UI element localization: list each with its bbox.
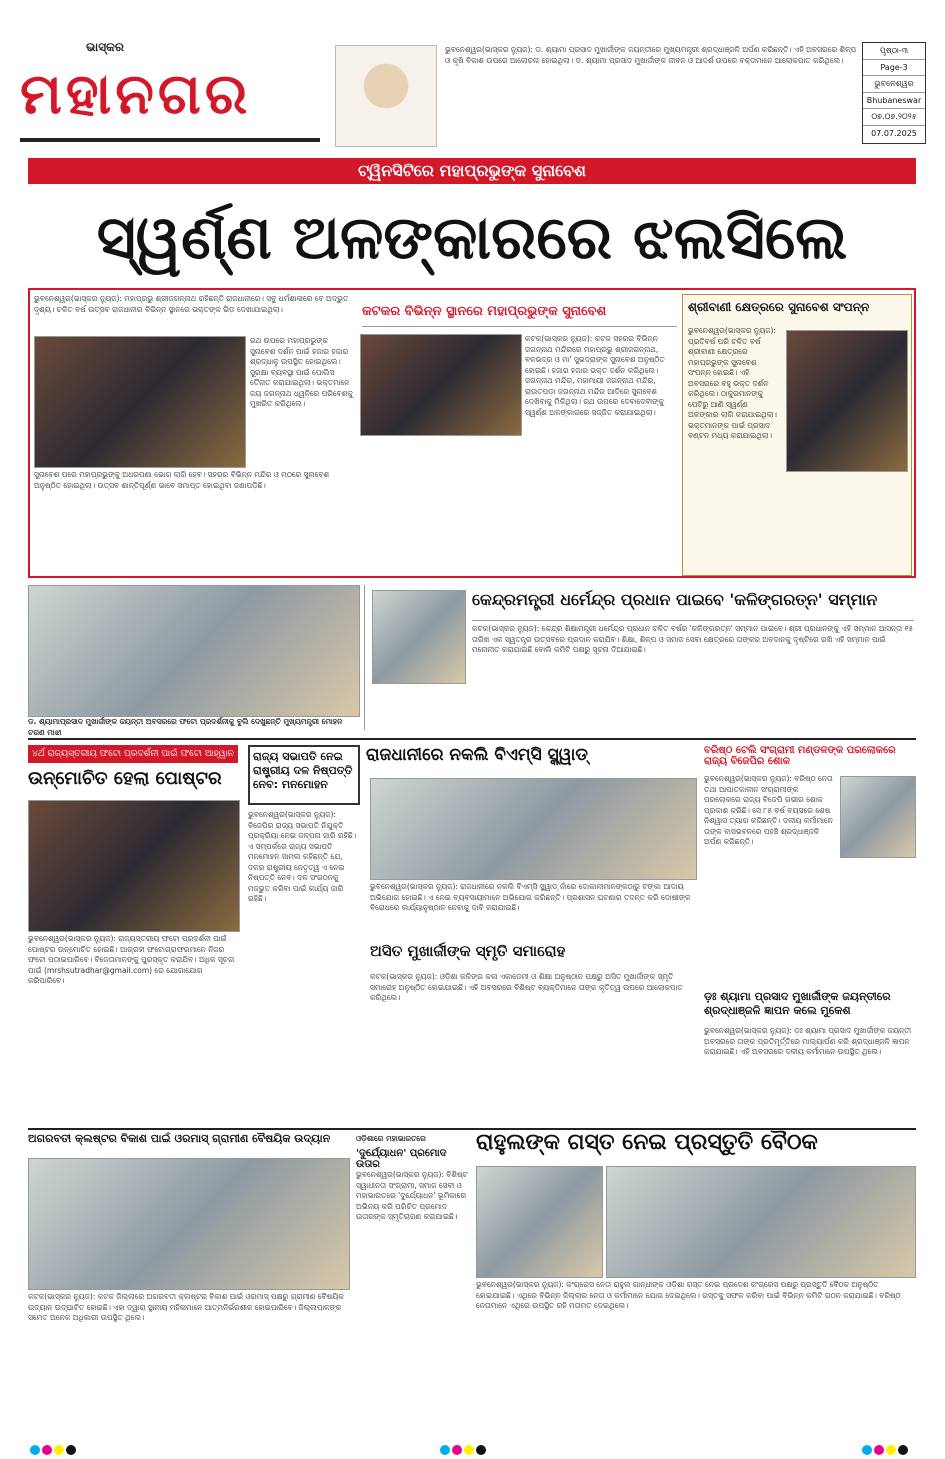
rahul-story-text: ଭୁବନେଶ୍ୱର(ଭାସ୍କର ନ୍ୟୁଜ): କଂଗ୍ରେସ ନେତା ରାହୁଲ ଗାନ୍ଧୀଙ୍କ ଓଡ଼ିଶା ଗସ୍ତ ନେଇ ପ୍ରଦେଶ କଂଗ୍ରେସ ପକ୍ଷରୁ ପ୍ରସ୍ତୁତି ବୈଠକ ଅନୁଷ୍ଠିତ ହୋଇଯାଇଛି। ଏଥିରେ ବିଭିନ୍ନ ଜିଲ୍ଲାର ନେତା ଓ କର୍ମୀମାନେ ଯୋଗ ଦେଇଥିଲେ। ଗସ୍ତକୁ ସଫଳ କରିବା ପାଇଁ ବିଭିନ୍ନ କମିଟି ଗଠନ କରାଯାଇଛି। ବରିଷ୍ଠ ନେତାମାନେ ଏଥିରେ ଉପସ୍ଥିତ ରହି ମତାମତ ଦେଇଥିଲେ। [476,1280,901,1310]
mohan-title-box [248,745,360,805]
bmc-group-photo [370,778,697,880]
poster-story-title: ଉନ୍ମୋଚିତ ହେଲା ପୋଷ୍ଟର [28,768,222,789]
city-label: ଭୁବନେଶ୍ୱର [863,76,925,93]
mukesh-story-text: ଭୁବନେଶ୍ୱର(ଭାସ୍କର ନ୍ୟୁଜ): ଡ଼ଃ ଶ୍ୟାମା ପ୍ରସାଦ ମୁଖାର୍ଜୀଙ୍କ ଜୟନ୍ତୀ ଅବସରରେ ତାଙ୍କ ପ୍ରତିମୂର୍ତ୍ତିରେ ମାଲ୍ୟାର୍ପଣ କରି ଶ୍ରଦ୍ଧାଞ୍ଜଳି ଜ୍ଞାପନ କରାଯାଇଛି। ଏହି ଅବସରରେ ଦଳୀୟ କର୍ମୀମାନେ ଉପସ୍ଥିତ ଥିଲେ। [704,1026,912,1056]
pradhan-portrait [372,590,466,684]
sribani-deity-photo [786,330,908,472]
lead-text-2: ରଥ ଉପରେ ମହାପ୍ରଭୁଙ୍କ ସୁନାବେଶ ଦର୍ଶନ ପାଇଁ ହଜାର ହଜାର ଶ୍ରଦ୍ଧାଳୁ ଉପସ୍ଥିତ ହୋଇଥିଲେ। ସୁରକ୍ଷା ବ୍ୟବସ୍ଥା ପାଇଁ ପୋଲିସ ତୈନାତ କରାଯାଇଥିଲା। ଭକ୍ତମାନେ ଜୟ ଜଗନ୍ନାଥ ଧ୍ୱନିରେ ପରିବେଶକୁ ମୁଖରିତ କରିଥିଲେ। [250,336,353,408]
brand-name: ଭାସ୍କର [86,40,124,54]
bmc-story-text: ଭୁବନେଶ୍ୱର(ଭାସ୍କର ନ୍ୟୁଜ): ରାଜଧାନୀରେ ନକଲି ବିଏମ୍‌ସି ସ୍କ୍ୱାଡ୍ ନାଁରେ ଦୋକାନୀମାନଙ୍କଠାରୁ ଟଙ୍କା ଆଦାୟ ଅଭିଯୋଗ ହୋଇଛି। ଏ ନେଇ ବ୍ୟବସାୟୀମାନେ ଅଭିଯୋଗ କରିଛନ୍ତି। ପ୍ରଶାସନ ଘଟଣାର ତଦନ୍ତ କରି ଦୋଷୀଙ୍କ ବିରୋଧରେ କାର୍ଯ୍ୟାନୁଷ୍ଠାନ ନେବାକୁ ଦାବି କରାଯାଇଛି। [370,882,691,912]
section-divider [28,738,916,740]
asit-story-title: ଅସିତ ମୁଖାର୍ଜୀଙ୍କ ସ୍ମୃତି ସମାରୋହ [370,942,566,960]
date-label-en: 07.07.2025 [871,129,917,138]
agarbatti-story-text: କଟକ(ଭାସ୍କର ନ୍ୟୁଜ): କଟକ ଜିଲ୍ଲାରେ ଅଗରବତୀ କ୍ଲଷ୍ଟର ବିକାଶ ପାଇଁ ଓରମାସ୍ ପକ୍ଷରୁ ଗ୍ରାମୀଣ ବୈଷୟିକ ଉଦ୍ୟାନ ଉଦ୍‌ଘାଟିତ ହୋଇଛି। ଏହା ଦ୍ୱାରା ସ୍ଥାନୀୟ ମହିଳାମାନେ ଆତ୍ମନିର୍ଭରଶୀଳ ହୋଇପାରିବେ। ଜିଲ୍ଲାପାଳଙ୍କ ସମେତ ଅନେକ ଅଧିକାରୀ ଉପସ୍ଥିତ ଥିଲେ। [28,1292,344,1322]
date-label: ୦୭.୦୭.୨୦୨୫ [863,109,925,126]
sribani-story-text: ଭୁବନେଶ୍ୱର(ଭାସ୍କର ନ୍ୟୁଜ): ପ୍ରତିବର୍ଷ ପରି ଚଳିତ ବର୍ଷ ଶ୍ରୀବାଣୀ କ୍ଷେତ୍ରରେ ମହାପ୍ରଭୁଙ୍କ ସୁନାବେଶ ସଂପନ୍ନ ହୋଇଛି। ଏହି ଅବସରରେ ବହୁ ଭକ୍ତ ଦର୍ଶନ କରିଥିଲେ। ଠାକୁରମାନଙ୍କୁ ପେଟିରୁ ଆଣି ସ୍ୱର୍ଣ୍ଣ ଅଳଙ୍କାର ଲାଗି କରାଯାଇଥିଲା। ଭକ୍ତମାନଙ୍କ ପାଇଁ ପ୍ରସାଦ ବଣ୍ଟନ ମଧ୍ୟ କରାଯାଇଥିଲା। [688,326,777,440]
registration-marks-left [30,1440,78,1459]
cuttack-story-title: କଟକର ବିଭିନ୍ନ ସ୍ଥାନରେ ମହାପ୍ରଭୁଙ୍କ ସୁନାବେଶ [362,304,677,327]
story-banner: ଟ୍ୱିନସିଟିରେ ମହାପ୍ରଭୁଙ୍କ ସୁନାବେଶ [28,158,916,184]
city-label-en: Bhubaneswar [863,93,925,109]
page-label-en: Page-3 [863,60,925,76]
registration-marks-center [440,1440,488,1459]
obit-story-title: ବରିଷ୍ଠ ଟେଲି ସଂଗ୍ରାମୀ ମଣ୍ଡଳଙ୍କ ପରଲୋକରେ ରାଜ୍ୟ ବିଜେପିର ଶୋକ [704,745,896,767]
page-info-box [862,42,926,144]
lead-text-3: ସୁନାବେଶ ପରେ ମହାପ୍ରଭୁଙ୍କୁ ଅଧରପଣା ଭୋଗ ଲାଗି ହେବ। ସହରର ବିଭିନ୍ନ ମନ୍ଦିର ଓ ମଠରେ ସୁନାବେଶ ଅନୁଷ୍ଠିତ ହୋଇଥିଲା। ଉତ୍ସବ ଶାନ୍ତିପୂର୍ଣ୍ଣ ଭାବେ ସମାପ୍ତ ହୋଇଥିବା ଜଣାପଡ଼ିଛି। [34,470,330,490]
rahul-story-title: ରାହୁଲଙ୍କ ଗସ୍ତ ନେଇ ପ୍ରସ୍ତୁତି ବୈଠକ [476,1130,818,1155]
sribani-story-title: ଶ୍ରୀବାଣୀ କ୍ଷେତ୍ରରେ ସୁନାବେଶ ସଂପନ୍ନ [688,300,870,314]
exhibition-caption: ଡ. ଶ୍ୟାମାପ୍ରସାଦ ମୁଖାର୍ଜୀଙ୍କ ଜୟନ୍ତୀ ଅବସରରେ ଫଟୋ ପ୍ରଦର୍ଶନୀକୁ ବୁଲି ଦେଖୁଛନ୍ତି ମୁଖ୍ୟମନ୍ତ୍ରୀ ମୋହନ ଚରଣ ମାଝୀ [28,717,343,737]
durga-kicker: ଓଡ଼ିଶାରେ ମହାଭାରତରେ [356,1134,426,1143]
mohan-story-text: ଭୁବନେଶ୍ୱର(ଭାସ୍କର ନ୍ୟୁଜ): ବିଜେପିର ରାଜ୍ୟ ସଭାପତି ନିଯୁକ୍ତି ପ୍ରକ୍ରିୟା ନେଇ ଜଳ୍ପନା ଜାରି ରହିଛି। ଏ ସମ୍ପର୍କରେ ରାଜ୍ୟ ସଭାପତି ମନମୋହନ ସାମଲ କହିଛନ୍ତି ଯେ, ଦଳର ରାଷ୍ଟ୍ରୀୟ ନେତୃତ୍ୱ ଏ ନେଇ ନିଷ୍ପତ୍ତି ନେବ। ଦଳ ସଂଗଠନକୁ ମଜଭୁତ କରିବା ପାଇଁ କାର୍ଯ୍ୟ ଜାରି ରହିଛି। [248,810,357,903]
obit-portrait [840,776,916,858]
mukesh-story-title: ଡ଼ଃ ଶ୍ୟାମା ପ୍ରସାଦ ମୁଖାର୍ଜୀଙ୍କ ଜୟନ୍ତୀରେ ଶ୍ରଦ୍ଧାଞ୍ଜଳି ଜ୍ଞାପନ କଲେ ମୁକେଶ [704,990,891,1017]
durga-story-text: ଭୁବନେଶ୍ୱର(ଭାସ୍କର ନ୍ୟୁଜ): ବିଶିଷ୍ଟ ସ୍ୱାଧୀନତା ସଂଗ୍ରାମୀ, ସମାଜ ସେବୀ ଓ ମହାଭାରତରେ 'ଦୁର୍ଯ୍ୟୋଧନ' ଭୂମିକାରେ ଅଭିନୟ କରି ପରିଚିତ ପ୍ରମୋଦ ଉତାରଙ୍କ ସ୍ମୃତିଚାରଣ କରାଯାଇଛି। [356,1170,468,1221]
section-title: ମହାନଗର [20,62,252,127]
mohan-story-title: ରାଜ୍ୟ ସଭାପତି ନେଇ ରାଷ୍ଟ୍ରୀୟ ଦଳ ନିଷ୍ପତ୍ତି ନେବ: ମନମୋହନ [253,750,353,791]
poster-photo [28,800,240,932]
deities-photo [360,334,522,436]
agarbatti-story-title: ଅଗରବତୀ କ୍ଲଷ୍ଟର ବିକାଶ ପାଇଁ ଓରମାସ୍ ଗ୍ରାମୀଣ ବୈଷୟିକ ଉଦ୍ୟାନ [28,1132,331,1145]
bmc-story-title: ରାଜଧାନୀରେ ନକଲି ବିଏମ୍‌ସି ସ୍କ୍ୱାଡ୍ [366,745,589,765]
portrait-photo [335,45,437,147]
durga-story-title: 'ଦୁର୍ଯ୍ୟୋଧନ' ପ୍ରମୋଦ ଉତାର [356,1148,447,1170]
column-rule [364,585,365,730]
asit-story-text: କଟକ(ଭାସ୍କର ନ୍ୟୁଜ): ଓଡ଼ିଶା କଳିଙ୍ଗ କଳା ଏକାଡେମୀ ଓ ଶିକ୍ଷା ଅନୁଷ୍ଠାନ ପକ୍ଷରୁ ଅସିତ ମୁଖାର୍ଜୀଙ୍କ ସ୍ମୃତି ସମାରୋହ ଅନୁଷ୍ଠିତ ହୋଇଯାଇଛି। ଏହି ଅବସରରେ ବିଶିଷ୍ଟ ବ୍ୟକ୍ତିମାନେ ତାଙ୍କ କୃତିତ୍ୱ ଉପରେ ଆଲୋକପାତ କରିଥିଲେ। [370,972,683,1002]
main-headline: ସ୍ୱର୍ଣ୍ଣ ଅଳଙ୍କାରରେ ଝଲସିଲେ [96,203,848,273]
rahul-meeting-photo [606,1166,916,1278]
obit-story-text: ଭୁବନେଶ୍ୱର(ଭାସ୍କର ନ୍ୟୁଜ): ବରିଷ୍ଠ ନେତା ତଥା ଆପାତକାଳୀନ ସଂଗ୍ରାମୀଙ୍କ ପରଲୋକରେ ରାଜ୍ୟ ବିଜେପି ଗଭୀର ଶୋକ ପ୍ରକାଶ କରିଛି। ସେ ୮୫ ବର୍ଷ ବୟସରେ ଶେଷ ନିଶ୍ୱାସ ତ୍ୟାଗ କରିଛନ୍ତି। ଦଳୀୟ କର୍ମୀମାନେ ତାଙ୍କ ବାସଭବନରେ ପହଞ୍ଚି ଶ୍ରଦ୍ଧାଞ୍ଜଳି ଅର୍ପଣ କରିଛନ୍ତି। [704,774,833,846]
poster-kicker: ୪ର୍ଥ ରାଜ୍ୟସ୍ତରୀୟ ଫଟୋ ପ୍ରଦର୍ଶନୀ ପାଇଁ ଫଟୋ ଆହ୍ୱାନ [28,745,238,763]
registration-marks-right [862,1440,910,1459]
page-label: ପୃଷ୍ଠା-୩ [863,43,925,60]
agarbatti-photo [28,1158,350,1290]
pradhan-story-title: କେନ୍ଦ୍ରମନ୍ତ୍ରୀ ଧର୍ମେନ୍ଦ୍ର ପ୍ରଧାନ ପାଇବେ 'କଳିଙ୍ଗରତ୍ନ' ସମ୍ମାନ [472,590,914,621]
masthead-rule [20,138,320,142]
cuttack-story-text: କଟକ(ଭାସ୍କର ନ୍ୟୁଜ): କଟକ ସହରର ବିଭିନ୍ନ ଜଗନ୍ନାଥ ମନ୍ଦିରରେ ମହାପ୍ରଭୁ ଶ୍ରୀଜଗନ୍ନାଥ, ବଳଭଦ୍ର ଓ ମା' ସୁଭଦ୍ରାଙ୍କ ସୁନାବେଶ ଅନୁଷ୍ଠିତ ହୋଇଛି। ହଜାର ହଜାର ଭକ୍ତ ଦର୍ଶନ କରିଥିଲେ। ଜଗନ୍ନାଥ ମନ୍ଦିର, ମହାମାୟୀ ଜଗନ୍ନାଥ ମନ୍ଦିର, ରାଉତପଡ଼ା ଜଗନ୍ନାଥ ମନ୍ଦିର ଆଦିରେ ସୁନାବେଶ ଦେଖିବାକୁ ମିଳିଥିଲା। ରଥ ଉପରେ ଦେବାଦେବୀଙ୍କୁ ସ୍ୱର୍ଣ୍ଣ ଅଳଙ୍କାରରେ ସଜ୍ଜିତ କରାଯାଇଥିଲା। [525,334,665,417]
exhibition-photo [28,585,360,717]
rahul-speaker-photo [476,1166,603,1278]
poster-story-text: ଭୁବନେଶ୍ୱର(ଭାସ୍କର ନ୍ୟୁଜ): ରାଜ୍ୟସ୍ତରୀୟ ଫଟୋ ପ୍ରଦର୍ଶନୀ ପାଇଁ ପୋଷ୍ଟର ଉନ୍ମୋଚିତ ହୋଇଛି। ଆଗ୍ରହୀ ଫଟୋଗ୍ରାଫରମାନେ ନିଜର ଫଟୋ ପଠାଇପାରିବେ। ବିଜେତାମାନଙ୍କୁ ପୁରସ୍କୃତ କରାଯିବ। ଅଧିକ ସୂଚନା ପାଇଁ (mrshsutradhar@gmail.com) ରେ ଯୋଗାଯୋଗ କରିପାରିବେ। [28,934,235,985]
chariot-photo [34,336,246,468]
pradhan-story-text: କଟକ(ଭାସ୍କର ନ୍ୟୁଜ): କେନ୍ଦ୍ର ଶିକ୍ଷାମନ୍ତ୍ରୀ ଧର୍ମେନ୍ଦ୍ର ପ୍ରଧାନ ଚଳିତ ବର୍ଷର 'କଳିଙ୍ଗରତ୍ନ' ସମ୍ମାନ ପାଇବେ। ଶ୍ରୀ ପ୍ରଧାନଙ୍କୁ ଏହି ସମ୍ମାନ ଆସନ୍ତା ୧୫ ତାରିଖ ଏକ ସ୍ୱତନ୍ତ୍ର ଉତ୍ସବରେ ପ୍ରଦାନ କରାଯିବ। ଶିକ୍ଷା, ଶିଳ୍ପ ଓ ସମାଜ ସେବା କ୍ଷେତ୍ରରେ ତାଙ୍କର ଅବଦାନକୁ ଦୃଷ୍ଟିରେ ରଖି ଏହି ସମ୍ମାନ ପାଇଁ ମନୋନୀତ କରାଯାଇଛି ବୋଲି କମିଟି ପକ୍ଷରୁ ସୂଚନା ଦିଆଯାଇଛି। [472,624,914,654]
lead-text-1: ଭୁବନେଶ୍ୱର(ଭାସ୍କର ନ୍ୟୁଜ): ମହାପ୍ରଭୁ ଶ୍ରୀଜଗନ୍ନାଥ ରହିଛନ୍ତି ରାଜଧାନୀରେ। ସବୁ ଧର୍ମଶାଳାରେ ବେ ଅଦ୍ଭୁତ ଦୃଶ୍ୟ। ଚଳିତ ବର୍ଷ ଉତ୍ସବ ରାଜଧାନୀର ବିଭିନ୍ନ ସ୍ଥାନରେ ଭକ୍ତଙ୍କ ଭିଡ଼ ଦେଖାଯାଇଥିଲା। [34,294,349,314]
top-story-text: ଭୁବନେଶ୍ୱର(ଭାସ୍କର ନ୍ୟୁଜ): ଡ. ଶ୍ୟାମା ପ୍ରସାଦ ମୁଖାର୍ଜୀଙ୍କ ଜୟନ୍ତୀରେ ମୁଖ୍ୟମନ୍ତ୍ରୀ ଶ୍ରଦ୍ଧାଞ୍ଜଳି ଅର୍ପଣ କରିଛନ୍ତି। ଏହି ଅବସରରେ ଶିଳ୍ପ ଓ କୃଷି ବିକାଶ ଉପରେ ଆଲୋଚନା ହୋଇଥିଲା। ଡ. ଶ୍ୟାମା ପ୍ରସାଦ ମୁଖାର୍ଜୀଙ୍କ ଜୀବନ ଓ ଆଦର୍ଶ ଉପରେ ବକ୍ତାମାନେ ଆଲୋକପାତ କରିଥିଲେ। [445,45,857,65]
